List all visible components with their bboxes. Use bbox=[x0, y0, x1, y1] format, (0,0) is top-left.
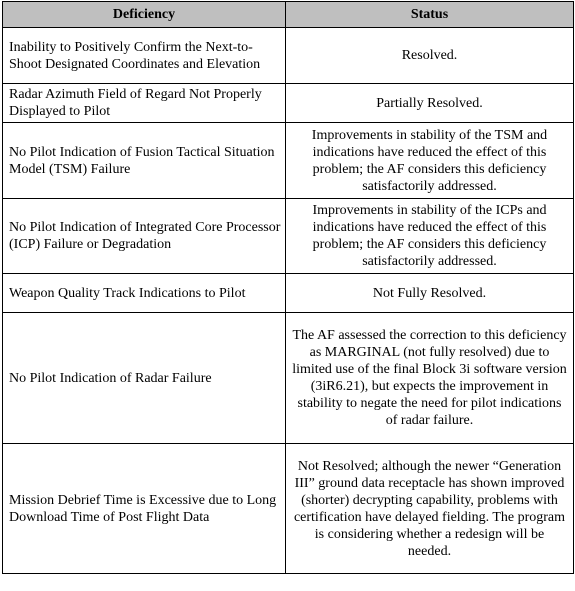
table-header-row bbox=[3, 2, 574, 28]
status-cell: The AF assessed the correction to this deficiency as MARGINAL (not fully resolved) due to limited use of the final Block 3i software version (3iR6.21), but expects the improvement in stability to negate the need for pilot indications of radar failure. bbox=[286, 313, 574, 444]
column-header-deficiency: Deficiency bbox=[3, 2, 286, 28]
status-cell: Partially Resolved. bbox=[286, 84, 574, 123]
deficiency-cell: Radar Azimuth Field of Regard Not Properly Displayed to Pilot bbox=[3, 84, 286, 123]
table-row bbox=[3, 199, 574, 274]
status-cell: Improvements in stability of the ICPs and indications have reduced the effect of this problem; the AF considers this deficiency satisfactorily addressed. bbox=[286, 199, 574, 274]
deficiency-cell: Mission Debrief Time is Excessive due to Long Download Time of Post Flight Data bbox=[3, 444, 286, 574]
table-row bbox=[3, 28, 574, 84]
status-cell: Improvements in stability of the TSM and indications have reduced the effect of this problem; the AF considers this deficiency satisfactorily addressed. bbox=[286, 123, 574, 199]
deficiency-cell: No Pilot Indication of Integrated Core Processor (ICP) Failure or Degradation bbox=[3, 199, 286, 274]
table-row bbox=[3, 444, 574, 574]
status-cell: Resolved. bbox=[286, 28, 574, 84]
table-row bbox=[3, 123, 574, 199]
table-row bbox=[3, 84, 574, 123]
column-header-status: Status bbox=[286, 2, 574, 28]
status-cell: Not Resolved; although the newer “Generation III” ground data receptacle has shown improved (shorter) decrypting capability, problems with certification have delayed fielding. The program is considering whether a redesign will be needed. bbox=[286, 444, 574, 574]
status-cell: Not Fully Resolved. bbox=[286, 274, 574, 313]
table-row bbox=[3, 274, 574, 313]
deficiency-cell: No Pilot Indication of Radar Failure bbox=[3, 313, 286, 444]
deficiency-cell: Inability to Positively Confirm the Next-to-Shoot Designated Coordinates and Elevation bbox=[3, 28, 286, 84]
deficiency-cell: No Pilot Indication of Fusion Tactical Situation Model (TSM) Failure bbox=[3, 123, 286, 199]
deficiency-cell: Weapon Quality Track Indications to Pilot bbox=[3, 274, 286, 313]
table-row bbox=[3, 313, 574, 444]
deficiency-status-table bbox=[2, 1, 574, 574]
